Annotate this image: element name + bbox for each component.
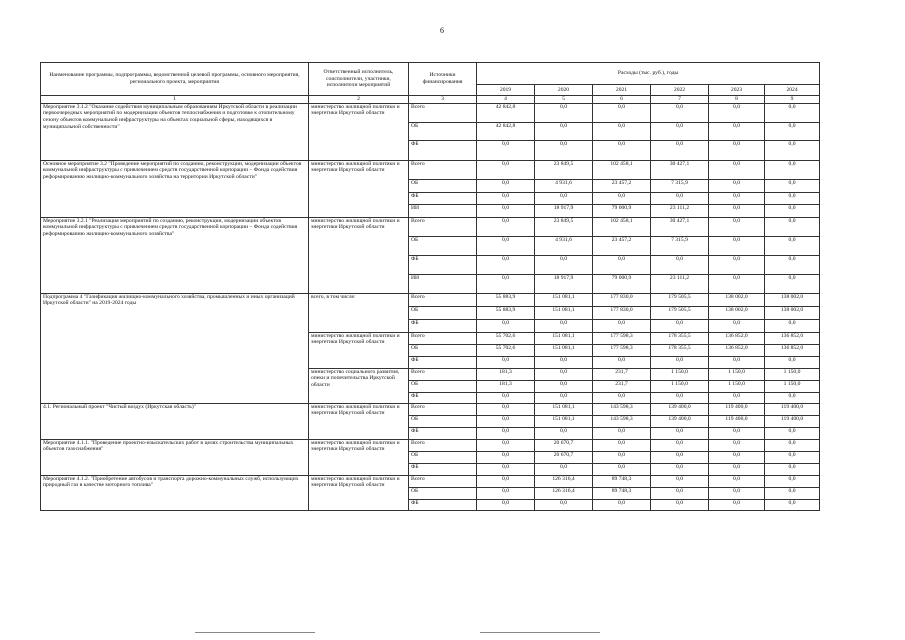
header-year: 2022 [651,85,709,96]
table-row [41,439,820,451]
amount-cell: 23 457,2 [593,179,651,192]
amount-cell: 0,0 [709,179,765,192]
amount-cell: 89 748,3 [593,487,651,499]
amount-cell: 0,0 [709,236,765,255]
amount-cell: 1 150,0 [709,380,765,392]
header-executor: Ответственный исполнитель, соисполнители, участники, исполнители мероприятий [309,63,409,96]
amount-cell: 0,0 [535,319,593,332]
funding-source: ФБ [409,427,477,439]
amount-cell: 0,0 [765,255,820,274]
amount-cell: 177 598,3 [593,344,651,356]
amount-cell: 0,0 [765,451,820,463]
amount-cell: 177 830,0 [593,293,651,306]
executor-name: министерство жилищной политики и энергетики Иркутской области [309,103,409,160]
column-number: 8 [709,96,765,104]
header-source: Источники финансирования [409,63,477,96]
amount-cell: 139 400,0 [651,415,709,427]
amount-cell: 143 598,3 [593,403,651,415]
funding-source: ФБ [409,356,477,368]
funding-source: Всего [409,439,477,451]
amount-cell: 0,0 [709,103,765,122]
amount-cell: 119 400,0 [709,403,765,415]
amount-cell: 0,0 [709,451,765,463]
amount-cell: 119 400,0 [709,415,765,427]
amount-cell: 20 670,7 [535,439,593,451]
funding-source: Всего [409,103,477,122]
amount-cell: 0,0 [765,475,820,487]
amount-cell: 178 355,5 [651,332,709,344]
amount-cell: 0,0 [593,356,651,368]
amount-cell: 0,0 [709,274,765,293]
amount-cell: 102 458,1 [593,160,651,179]
amount-cell: 1 150,0 [651,380,709,392]
funding-source: ИИ [409,274,477,293]
funding-source: ФБ [409,392,477,403]
amount-cell: 55 883,9 [477,306,535,319]
amount-cell: 0,0 [477,179,535,192]
item-name: Мероприятие 3.2.1 "Реализация мероприятий по созданию, реконструкции, модернизации объектов коммунальной инфраструктуры с привлечением средств государственной корпорации – Фонда содействия реформированию жилищно-коммунального хозяйства" [41,217,309,293]
header-year: 2020 [535,85,593,96]
amount-cell: 136 852,0 [765,332,820,344]
amount-cell: 138 002,0 [709,306,765,319]
amount-cell: 0,0 [593,439,651,451]
amount-cell: 0,0 [535,463,593,475]
amount-cell: 0,0 [593,122,651,140]
amount-cell: 0,0 [477,439,535,451]
item-name: Мероприятие 4.1.1. "Проведение проектно-изыскательских работ в целях строительства муниципальных объектов газоснабжения" [41,439,309,475]
funding-source: ФБ [409,140,477,160]
funding-source: ФБ [409,192,477,204]
amount-cell: 0,0 [651,451,709,463]
column-number: 9 [765,96,820,104]
amount-cell: 55 702,6 [477,344,535,356]
funding-source: Всего [409,160,477,179]
item-name: 4.1. Региональный проект "Чистый воздух (Иркутская область)" [41,403,309,439]
funding-source: ФБ [409,463,477,475]
amount-cell: 0,0 [765,392,820,403]
amount-cell: 23 849,5 [535,217,593,236]
amount-cell: 0,0 [765,236,820,255]
amount-cell: 0,0 [651,487,709,499]
amount-cell: 143 598,3 [593,415,651,427]
amount-cell: 0,0 [709,475,765,487]
amount-cell: 0,0 [477,403,535,415]
amount-cell: 0,0 [593,140,651,160]
amount-cell: 0,0 [765,439,820,451]
amount-cell: 0,0 [593,319,651,332]
amount-cell: 0,0 [593,192,651,204]
funding-source: Всего [409,293,477,306]
amount-cell: 138 002,0 [709,293,765,306]
funding-source: ОБ [409,306,477,319]
amount-cell: 151 081,1 [535,344,593,356]
amount-cell: 1 150,0 [765,380,820,392]
funding-source: ОБ [409,380,477,392]
amount-cell: 0,0 [709,427,765,439]
column-number: 6 [593,96,651,104]
amount-cell: 0,0 [709,160,765,179]
amount-cell: 231,7 [593,368,651,380]
funding-source: ФБ [409,255,477,274]
amount-cell: 7 315,9 [651,179,709,192]
amount-cell: 0,0 [709,255,765,274]
amount-cell: 0,0 [593,427,651,439]
amount-cell: 0,0 [477,487,535,499]
amount-cell: 0,0 [765,192,820,204]
footer-rule [480,632,600,633]
amount-cell: 0,0 [765,499,820,510]
table-row [41,293,820,306]
amount-cell: 0,0 [535,368,593,380]
amount-cell: 0,0 [535,356,593,368]
amount-cell: 138 002,0 [765,306,820,319]
funding-source: Всего [409,475,477,487]
amount-cell: 0,0 [765,160,820,179]
amount-cell: 177 830,0 [593,306,651,319]
amount-cell: 181,3 [477,380,535,392]
amount-cell: 0,0 [651,499,709,510]
amount-cell: 0,0 [651,427,709,439]
amount-cell: 151 081,1 [535,293,593,306]
amount-cell: 0,0 [593,463,651,475]
amount-cell: 0,0 [651,475,709,487]
amount-cell: 0,0 [765,179,820,192]
amount-cell: 4 931,6 [535,236,593,255]
footer-rule [195,632,315,633]
amount-cell: 0,0 [477,392,535,403]
executor-name: министерство социального развития, опеки и попечительства Иркутской области [309,368,409,403]
amount-cell: 0,0 [535,255,593,274]
funding-source: Всего [409,403,477,415]
amount-cell: 0,0 [477,415,535,427]
amount-cell: 0,0 [477,475,535,487]
amount-cell: 1 150,0 [709,368,765,380]
amount-cell: 1 150,0 [765,368,820,380]
funding-source: Всего [409,217,477,236]
amount-cell: 0,0 [765,140,820,160]
amount-cell: 0,0 [709,192,765,204]
amount-cell: 0,0 [765,204,820,217]
amount-cell: 23 849,5 [535,160,593,179]
table-row [41,403,820,415]
amount-cell: 119 400,0 [765,415,820,427]
amount-cell: 179 505,5 [651,306,709,319]
amount-cell: 139 400,0 [651,403,709,415]
amount-cell: 0,0 [709,487,765,499]
column-number: 5 [535,96,593,104]
table-body [41,103,820,510]
amount-cell: 136 852,0 [709,344,765,356]
amount-cell: 0,0 [765,463,820,475]
amount-cell: 231,7 [593,380,651,392]
column-number: 7 [651,96,709,104]
amount-cell: 18 917,9 [535,204,593,217]
amount-cell: 0,0 [765,427,820,439]
amount-cell: 0,0 [765,217,820,236]
amount-cell: 136 852,0 [765,344,820,356]
funding-source: ОБ [409,415,477,427]
amount-cell: 0,0 [477,255,535,274]
amount-cell: 0,0 [651,319,709,332]
amount-cell: 151 081,1 [535,332,593,344]
amount-cell: 0,0 [477,192,535,204]
amount-cell: 0,0 [477,356,535,368]
amount-cell: 55 883,9 [477,293,535,306]
item-name: Основное мероприятие 3.2 "Проведение мероприятий по созданию, реконструкции, модернизации объектов коммунальной инфраструктуры с привлечением средств государственной корпорации – Фонда содействия реформированию жилищно-коммунального хозяйства на территории Иркутской области" [41,160,309,217]
amount-cell: 89 748,3 [593,475,651,487]
amount-cell: 0,0 [651,392,709,403]
amount-cell: 55 702,6 [477,332,535,344]
amount-cell: 1 150,0 [651,368,709,380]
executor-name: министерство жилищной политики и энергетики Иркутской области [309,160,409,217]
amount-cell: 0,0 [709,439,765,451]
amount-cell: 0,0 [535,380,593,392]
amount-cell: 0,0 [477,427,535,439]
amount-cell: 0,0 [477,217,535,236]
funding-source: ОБ [409,344,477,356]
amount-cell: 0,0 [709,356,765,368]
amount-cell: 0,0 [535,427,593,439]
amount-cell: 177 598,3 [593,332,651,344]
amount-cell: 0,0 [651,439,709,451]
amount-cell: 0,0 [535,122,593,140]
amount-cell: 119 400,0 [765,403,820,415]
amount-cell: 0,0 [535,103,593,122]
amount-cell: 23 457,2 [593,236,651,255]
amount-cell: 0,0 [709,140,765,160]
amount-cell: 126 316,4 [535,475,593,487]
amount-cell: 30 427,1 [651,217,709,236]
table-row [41,160,820,179]
amount-cell: 0,0 [535,392,593,403]
amount-cell: 0,0 [593,103,651,122]
amount-cell: 151 081,1 [535,403,593,415]
amount-cell: 102 458,1 [593,217,651,236]
amount-cell: 0,0 [651,140,709,160]
table-row [41,475,820,487]
amount-cell: 0,0 [477,140,535,160]
header-year: 2023 [709,85,765,96]
amount-cell: 0,0 [593,392,651,403]
column-number: 1 [41,96,309,104]
amount-cell: 0,0 [651,463,709,475]
amount-cell: 0,0 [651,356,709,368]
header-year: 2019 [477,85,535,96]
amount-cell: 0,0 [709,463,765,475]
amount-cell: 136 852,0 [709,332,765,344]
amount-cell: 0,0 [765,487,820,499]
financing-table [40,62,820,511]
header-name: Наименование программы, подпрограммы, ведомственной целевой программы, основного мероприятия, регионального проекта, мероприятия [41,63,309,96]
executor-name: министерство жилищной политики и энергетики Иркутской области [309,439,409,475]
amount-cell: 0,0 [477,160,535,179]
executor-name: министерство жилищной политики и энергетики Иркутской области [309,403,409,439]
funding-source: Всего [409,368,477,380]
amount-cell: 151 081,1 [535,415,593,427]
funding-source: ОБ [409,179,477,192]
item-name: Мероприятие 4.1.2. "Приобретение автобусов и транспорта дорожно-коммунальных служб, использующих природный газ в качестве моторного топлива" [41,475,309,510]
amount-cell: 0,0 [765,319,820,332]
column-number: 4 [477,96,535,104]
executor-name: министерство жилищной политики и энергетики Иркутской области [309,475,409,510]
amount-cell: 20 670,7 [535,451,593,463]
amount-cell: 0,0 [709,392,765,403]
amount-cell: 0,0 [765,103,820,122]
amount-cell: 79 000,9 [593,204,651,217]
amount-cell: 126 316,4 [535,487,593,499]
amount-cell: 0,0 [593,499,651,510]
amount-cell: 0,0 [477,499,535,510]
amount-cell: 0,0 [651,255,709,274]
funding-source: ФБ [409,319,477,332]
amount-cell: 0,0 [651,103,709,122]
amount-cell: 0,0 [477,463,535,475]
amount-cell: 178 355,5 [651,344,709,356]
amount-cell: 0,0 [593,255,651,274]
amount-cell: 0,0 [651,122,709,140]
amount-cell: 42 842,8 [477,103,535,122]
header-costs: Расходы (тыс. руб.), годы [477,63,820,85]
amount-cell: 0,0 [535,140,593,160]
funding-source: ОБ [409,487,477,499]
amount-cell: 0,0 [765,356,820,368]
amount-cell: 0,0 [709,122,765,140]
funding-source: ОБ [409,122,477,140]
amount-cell: 23 111,2 [651,204,709,217]
column-number: 3 [409,96,477,104]
amount-cell: 0,0 [477,204,535,217]
executor-name: министерство жилищной политики и энергетики Иркутской области [309,332,409,368]
item-name: Подпрограмма 4 "Газификация жилищно-коммунального хозяйства, промышленных и иных организаций Иркутской области" на 2019-2024 годы [41,293,309,403]
amount-cell: 0,0 [709,217,765,236]
amount-cell: 151 081,1 [535,306,593,319]
amount-cell: 0,0 [709,319,765,332]
amount-cell: 179 505,5 [651,293,709,306]
amount-cell: 181,3 [477,368,535,380]
amount-cell: 0,0 [765,274,820,293]
header-year: 2021 [593,85,651,96]
funding-source: ИИ [409,204,477,217]
amount-cell: 0,0 [535,192,593,204]
executor-name: министерство жилищной политики и энергетики Иркутской области [309,217,409,293]
funding-source: ФБ [409,499,477,510]
amount-cell: 42 842,8 [477,122,535,140]
header-year: 2024 [765,85,820,96]
amount-cell: 0,0 [477,236,535,255]
column-number: 2 [309,96,409,104]
funding-source: ОБ [409,236,477,255]
amount-cell: 30 427,1 [651,160,709,179]
item-name: Мероприятие 3.1.2 "Оказание содействия муниципальным образованиям Иркутской области в реализации первоочередных мероприятий по модернизации объектов теплоснабжения и подготовке к отопительному сезону объектов коммунальной инфраструктуры на объектах социальной сферы, находящихся в муниципальной собственности" [41,103,309,160]
table-row [41,217,820,236]
amount-cell: 7 315,9 [651,236,709,255]
amount-cell: 0,0 [477,451,535,463]
table-row [41,103,820,122]
amount-cell: 138 002,0 [765,293,820,306]
amount-cell: 0,0 [477,319,535,332]
amount-cell: 0,0 [651,192,709,204]
amount-cell: 79 000,9 [593,274,651,293]
amount-cell: 0,0 [477,274,535,293]
amount-cell: 0,0 [709,204,765,217]
funding-source: ОБ [409,451,477,463]
amount-cell: 0,0 [535,499,593,510]
amount-cell: 0,0 [765,122,820,140]
funding-source: Всего [409,332,477,344]
amount-cell: 4 931,6 [535,179,593,192]
amount-cell: 0,0 [593,451,651,463]
page-number: 6 [440,26,444,35]
executor-name: всего, в том числе: [309,293,409,332]
amount-cell: 0,0 [709,499,765,510]
amount-cell: 23 111,2 [651,274,709,293]
amount-cell: 18 917,9 [535,274,593,293]
